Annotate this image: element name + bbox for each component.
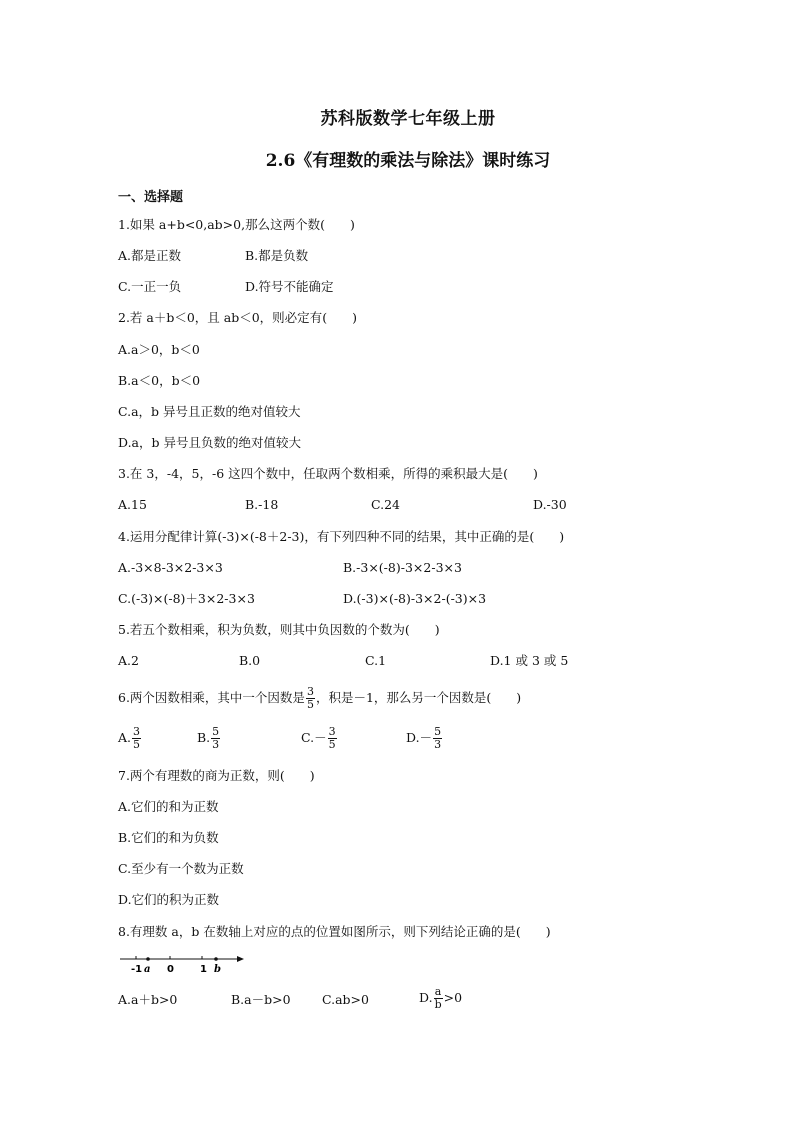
question-6-option-a <box>118 724 142 752</box>
question-8-option-c: C.ab>0 <box>322 992 369 1007</box>
label-a: a <box>144 964 151 975</box>
question-8-option-b: B.a－b>0 <box>231 992 291 1007</box>
question-1-stem: 1.如果 a+b<0,ab>0,那么这两个数( ) <box>118 217 355 232</box>
question-4-option-b: B.-3×(-8)-3×2-3×3 <box>343 560 462 575</box>
label-minus-one: -1 <box>131 964 143 975</box>
question-4-option-a: A.-3×8-3×2-3×3 <box>118 560 223 575</box>
question-2-option-c: C.a，b 异号且正数的绝对值较大 <box>118 404 301 419</box>
option-fraction <box>433 726 442 751</box>
question-2-option-b: B.a＜0，b＜0 <box>118 373 201 388</box>
fraction-numerator: 3 <box>328 725 336 738</box>
question-4-stem: 4.运用分配律计算(-3)×(-8＋2-3)，有下列四种不同的结果，其中正确的是( ) <box>118 529 565 544</box>
number-line-arrow <box>237 956 244 962</box>
question-5-option-b: B.0 <box>239 653 261 668</box>
option-fraction <box>434 986 443 1011</box>
section-heading: 一、选择题 <box>118 190 184 205</box>
fraction-denominator: 3 <box>434 738 442 751</box>
question-7-option-d: D.它们的积为正数 <box>118 892 220 907</box>
option-fraction <box>132 726 141 751</box>
question-3-option-b: B.-18 <box>245 497 279 512</box>
fraction-denominator: 3 <box>212 738 220 751</box>
question-1-option-d: D.符号不能确定 <box>245 279 334 294</box>
question-3-option-d: D.-30 <box>533 497 567 512</box>
fraction-numerator: 5 <box>434 725 442 738</box>
label-b: b <box>214 964 221 975</box>
question-6-fraction <box>306 686 315 711</box>
point-a <box>146 957 150 961</box>
question-3-stem: 3.在 3，-4，5，-6 这四个数中，任取两个数相乘，所得的乘积最大是( ) <box>118 466 538 481</box>
fraction-denominator: 5 <box>328 738 336 751</box>
question-6-stem <box>118 684 521 712</box>
fraction-numerator: 5 <box>212 725 220 738</box>
question-2-option-a: A.a＞0，b＜0 <box>118 342 200 357</box>
fraction-denominator: 5 <box>133 738 141 751</box>
document-title: 苏科版数学七年级上册 <box>320 109 496 129</box>
question-6-option-b <box>197 724 221 752</box>
fraction-denominator: b <box>434 998 442 1011</box>
question-5-option-a: A.2 <box>118 653 139 668</box>
question-2-stem: 2.若 a＋b＜0，且 ab＜0，则必定有( ) <box>118 310 357 325</box>
question-1-option-a: A.都是正数 <box>118 248 182 263</box>
fraction-denominator: 5 <box>306 698 314 711</box>
question-8-stem: 8.有理数 a，b 在数轴上对应的点的位置如图所示，则下列结论正确的是( ) <box>118 924 551 939</box>
question-3-option-a: A.15 <box>118 497 147 512</box>
question-7-option-b: B.它们的和为负数 <box>118 830 219 845</box>
option-label: D. <box>419 990 433 1005</box>
label-zero: 0 <box>167 964 174 975</box>
question-7-option-c: C.至少有一个数为正数 <box>118 861 244 876</box>
option-label: C.－ <box>301 730 327 745</box>
question-6-option-c <box>301 724 338 752</box>
question-1-option-c: C.一正一负 <box>118 279 182 294</box>
fraction-numerator: a <box>434 985 442 998</box>
option-fraction <box>328 726 337 751</box>
question-5-stem: 5.若五个数相乘，积为负数，则其中负因数的个数为( ) <box>118 622 440 637</box>
document-subtitle: 2.6《有理数的乘法与除法》课时练习 <box>265 151 551 171</box>
option-suffix: >0 <box>443 990 463 1005</box>
question-7-stem: 7.两个有理数的商为正数，则( ) <box>118 768 315 783</box>
question-5-option-d: D.1 或 3 或 5 <box>490 653 569 668</box>
number-line-figure <box>118 952 248 976</box>
question-7-option-a: A.它们的和为正数 <box>118 799 219 814</box>
fraction-numerator: 3 <box>306 685 314 698</box>
point-b <box>214 957 218 961</box>
question-8-option-a: A.a＋b>0 <box>118 992 178 1007</box>
question-5-option-c: C.1 <box>365 653 387 668</box>
question-2-option-d: D.a，b 异号且负数的绝对值较大 <box>118 435 301 450</box>
option-label: B. <box>197 730 211 745</box>
question-3-option-c: C.24 <box>371 497 400 512</box>
question-6-option-d <box>406 724 443 752</box>
fraction-numerator: 3 <box>133 725 141 738</box>
question-4-option-d: D.(-3)×(-8)-3×2-(-3)×3 <box>343 591 487 606</box>
option-label: D.－ <box>406 730 433 745</box>
question-6-stem-suffix: ，积是－1，那么另一个因数是( ) <box>315 690 522 705</box>
question-1-option-b: B.都是负数 <box>245 248 309 263</box>
question-4-option-c: C.(-3)×(-8)＋3×2-3×3 <box>118 591 255 606</box>
label-one: 1 <box>200 964 207 975</box>
question-8-option-d <box>419 984 462 1012</box>
option-label: A. <box>118 730 132 745</box>
option-fraction <box>211 726 220 751</box>
question-6-stem-prefix: 6.两个因数相乘，其中一个因数是 <box>118 690 305 705</box>
